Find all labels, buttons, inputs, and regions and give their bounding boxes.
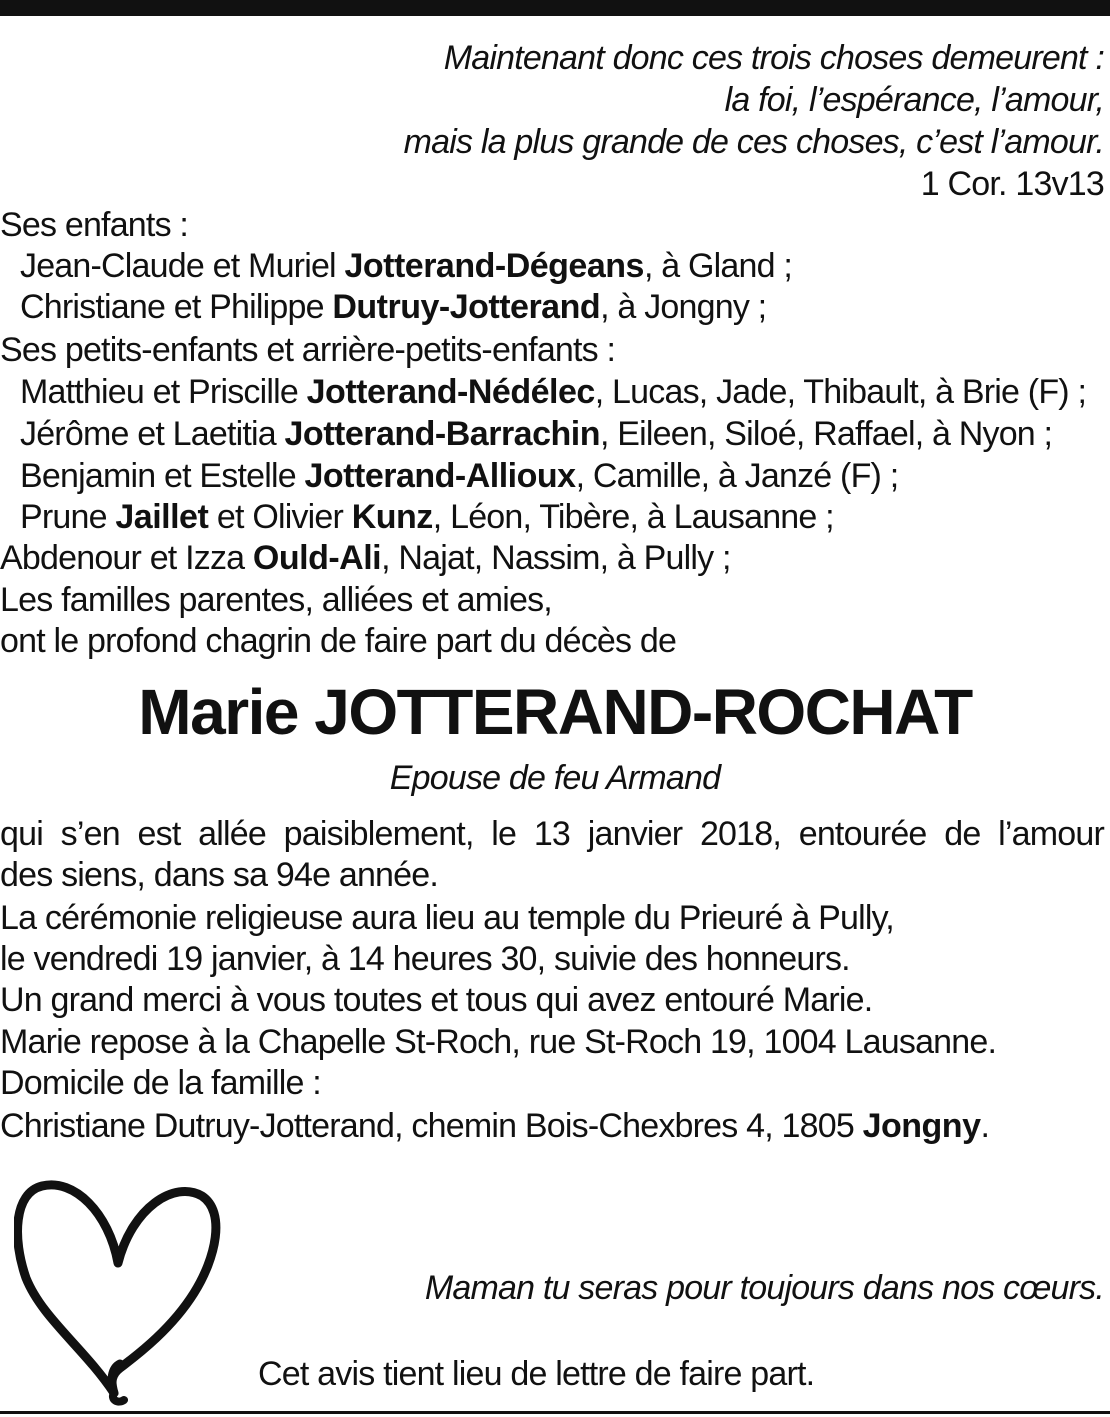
resting-place-line: Marie repose à la Chapelle St-Roch, rue St-Roch 19, 1004 Lausanne.: [0, 1023, 997, 1061]
verse-line-2: la foi, l’espérance, l’amour,: [724, 81, 1104, 119]
passing-word: l’amour: [998, 815, 1104, 853]
other-family-names: Abdenour et Izza: [0, 539, 253, 577]
notice-line: Cet avis tient lieu de lettre de faire part.: [258, 1355, 815, 1393]
top-border-rule: [0, 0, 1110, 16]
announcement-line: ont le profond chagrin de faire part du décès de: [0, 622, 677, 660]
other-family-rest: , Najat, Nassim, à Pully ;: [381, 539, 731, 577]
grandchild-2-names: Jérôme et Laetitia: [20, 415, 285, 453]
other-family-line: [0, 538, 731, 578]
passing-line-1: [0, 814, 1104, 854]
grandchild-line-4: [20, 497, 834, 537]
grandchild-4-rest: , Léon, Tibère, à Lausanne ;: [432, 498, 834, 536]
child-2-names: Christiane et Philippe: [20, 288, 333, 326]
grandchildren-heading: Ses petits-enfants et arrière-petits-enfants :: [0, 331, 616, 369]
passing-word: janvier: [587, 815, 683, 853]
passing-word: de: [944, 815, 981, 853]
passing-word: 2018,: [699, 815, 782, 853]
passing-word: est: [137, 815, 181, 853]
grandchild-2-surname: Jotterand-Barrachin: [284, 415, 600, 453]
passing-word: 13: [533, 815, 571, 853]
domicile-street: Christiane Dutruy-Jotterand, chemin Bois-Chexbres 4, 1805: [0, 1107, 863, 1145]
child-1-names: Jean-Claude et Muriel: [20, 247, 345, 285]
grandchild-line-2: [20, 414, 1052, 454]
passing-word: entourée: [798, 815, 927, 853]
ceremony-line-1: La cérémonie religieuse aura lieu au temple du Prieuré à Pully,: [0, 899, 894, 937]
bottom-border-rule: [0, 1411, 1110, 1414]
closing-message: Maman tu seras pour toujours dans nos cœurs.: [424, 1269, 1104, 1307]
verse-line-1: Maintenant donc ces trois choses demeurent :: [443, 39, 1104, 77]
ceremony-line-2: le vendredi 19 janvier, à 14 heures 30, suivie des honneurs.: [0, 940, 850, 978]
child-2-place: , à Jongny ;: [600, 288, 767, 326]
domicile-period: .: [980, 1107, 990, 1145]
passing-word: s’en: [60, 815, 120, 853]
other-family-surname: Ould-Ali: [252, 539, 382, 577]
thanks-line: Un grand merci à vous toutes et tous qui avez entouré Marie.: [0, 981, 873, 1019]
grandchild-1-rest: , Lucas, Jade, Thibault, à Brie (F) ;: [594, 373, 1087, 411]
grandchild-1-names: Matthieu et Priscille: [20, 373, 307, 411]
verse-reference: 1 Cor. 13v13: [920, 165, 1104, 203]
passing-word: paisiblement,: [283, 815, 474, 853]
grandchild-line-3: [20, 456, 898, 496]
grandchild-3-rest: , Camille, à Janzé (F) ;: [575, 457, 899, 495]
heart-icon: [14, 1168, 224, 1408]
children-heading: Ses enfants :: [0, 206, 189, 244]
passing-word: allée: [198, 815, 266, 853]
grandchild-line-1: [20, 372, 1086, 412]
deceased-subtitle: Epouse de feu Armand: [389, 759, 721, 797]
grandchild-4-partner-surname: Kunz: [351, 498, 433, 536]
domicile-heading: Domicile de la famille :: [0, 1064, 321, 1102]
grandchild-3-surname: Jotterand-Allioux: [304, 457, 576, 495]
verse-line-3: mais la plus grande de ces choses, c’est l’amour.: [403, 123, 1104, 161]
domicile-address: [0, 1106, 989, 1146]
grandchild-4-partner: et Olivier: [208, 498, 352, 536]
child-2-surname: Dutruy-Jotterand: [332, 288, 601, 326]
grandchild-3-names: Benjamin et Estelle: [20, 457, 305, 495]
child-1-place: , à Gland ;: [643, 247, 793, 285]
passing-word: le: [491, 815, 517, 853]
grandchild-4-surname: Jaillet: [115, 498, 209, 536]
grandchild-2-rest: , Eileen, Siloé, Raffael, à Nyon ;: [599, 415, 1053, 453]
domicile-town: Jongny: [862, 1107, 981, 1145]
child-line-1: [20, 246, 792, 286]
relatives-line: Les familles parentes, alliées et amies,: [0, 581, 552, 619]
passing-word: qui: [0, 815, 43, 853]
deceased-name: Marie JOTTERAND-ROCHAT: [138, 676, 972, 748]
passing-line-2: des siens, dans sa 94e année.: [0, 856, 439, 894]
grandchild-1-surname: Jotterand-Nédélec: [306, 373, 595, 411]
child-1-surname: Jotterand-Dégeans: [344, 247, 644, 285]
child-line-2: [20, 287, 766, 327]
grandchild-4-first-name: Prune: [20, 498, 116, 536]
